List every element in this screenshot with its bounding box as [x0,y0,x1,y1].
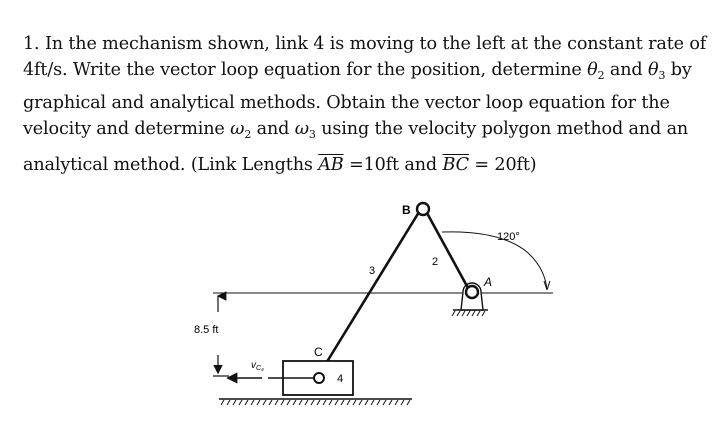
link-3 [317,212,419,378]
label-link-3: 3 [369,265,376,277]
label-link-2: 2 [432,256,439,268]
problem-line-1: 1. In the mechanism shown, link 4 is moving to the left at the constant rate of [23,34,707,54]
ground-a [213,293,553,316]
label-a: A [484,275,493,289]
label-b: B [402,203,411,217]
theta-3: $\theta_3$ [647,60,666,83]
height-dimension [213,296,229,376]
pivot-a [461,283,483,310]
length-bc: $\overline{BC}$ [442,155,469,176]
problem-number: 1. [23,34,40,54]
label-c: C [314,345,323,359]
problem-line-3: graphical and analytical methods. Obtain the vector loop equation for the [23,92,670,113]
label-link-4: 4 [337,373,344,385]
label-velocity: $v_{C_4}$ [251,360,264,372]
link-2 [427,213,468,288]
label-angle: 120° [497,231,520,243]
omega-3: $\omega_3$ [294,118,316,141]
problem-line-5: analytical method. (Link Lengths $\overline{AB} =10ft$ and $\overline{BC} = 20ft$) [23,155,537,176]
length-ab: $\overline{AB}$ [318,155,344,176]
ground-slider [219,399,412,405]
joint-b [417,203,429,215]
label-height: 8.5 ft [194,324,219,336]
theta-2: $\theta_2$ [587,60,605,83]
problem-line-4: velocity and determine $\omega_2$ and $\omega_3$ using the velocity polygon method and an [23,118,689,141]
angle-120 [442,232,550,290]
omega-2: $\omega_2$ [230,118,252,141]
problem-line-2: 4ft/s. Write the vector loop equation for the position, determine $\theta_2$ and $\theta_3$ by [23,60,692,83]
